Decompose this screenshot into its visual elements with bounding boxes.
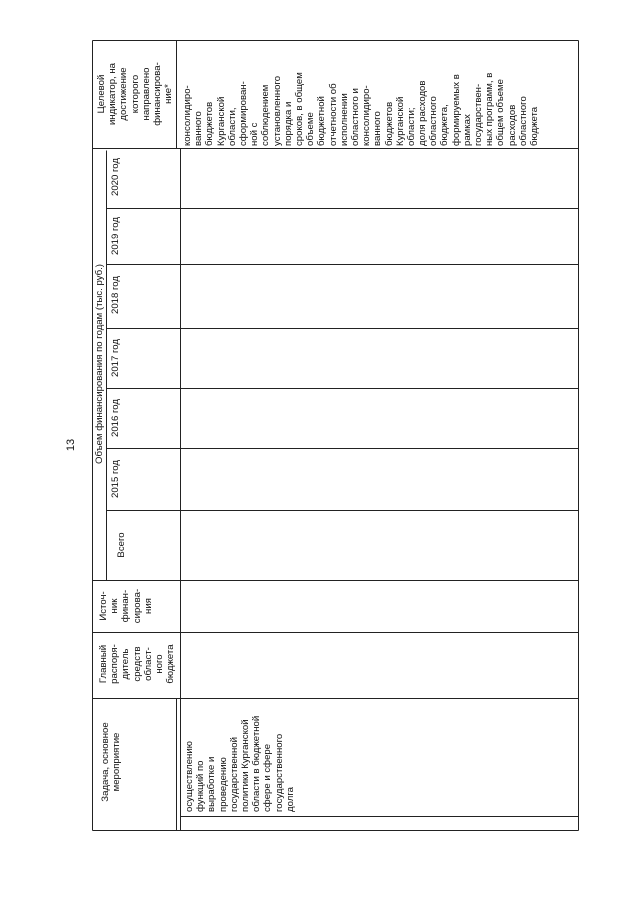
header-year-2016: 2016 год	[110, 398, 121, 438]
header-indicator-line: ние*	[163, 84, 175, 104]
header-task-line: мероприятие	[111, 732, 123, 792]
row-indicator-2-line: доля расходов	[417, 80, 429, 146]
row-indicator-2-line: формируемых в	[450, 74, 462, 146]
header-admin-line: дитель	[120, 648, 132, 680]
header-source	[98, 582, 154, 630]
header-indicator-line: достижение	[118, 67, 130, 121]
header-source-line: финан-	[120, 589, 132, 623]
row-indicator-1-line: консолидиро-	[182, 85, 193, 146]
row-indicator-1-line: ванного	[372, 111, 384, 146]
row-indicator-2-line: расходов	[506, 104, 518, 146]
row-task-line: государственного	[273, 733, 285, 812]
row-indicator-2-line: общем объеме	[495, 79, 507, 146]
row-indicator-1-line: исполнении	[338, 93, 350, 146]
header-year-2018: 2018 год	[110, 275, 121, 315]
row-indicator-2-line: бюджета,	[439, 104, 451, 146]
header-admin-line: распоря-	[109, 644, 121, 684]
row-task-line: области в бюджетной	[251, 715, 263, 812]
row-indicator-1-line: областного и	[350, 88, 362, 146]
page-number: 13	[65, 438, 77, 452]
header-total: Всего	[116, 532, 127, 558]
row-indicator-1-line: сроков, в общем	[294, 72, 306, 146]
header-admin-line: област-	[142, 647, 154, 681]
row-indicator-1-line: бюджетов	[204, 101, 216, 146]
header-year-2017: 2017 год	[110, 338, 121, 378]
row-indicator-1-line: сформирован-	[238, 81, 250, 146]
header-indicator-line: направлено	[140, 67, 152, 121]
header-admin-line: бюджета	[165, 644, 177, 684]
header-indicator-line: которого	[129, 74, 141, 114]
header-task	[100, 698, 122, 826]
row-indicator-1-line: отчетности об	[327, 83, 339, 146]
row-indicator-2-line: государствен-	[473, 83, 485, 146]
row-task-line: выработке и	[206, 756, 218, 812]
row-indicator-1-line: объеме	[305, 112, 317, 146]
row-indicator-1-line: ной с	[249, 122, 261, 146]
header-admin	[98, 634, 176, 694]
row-indicator-1-line: Курганской	[215, 96, 227, 146]
row-indicator-1-line: бюджетов	[383, 101, 395, 146]
row-indicator-2-line: рамках	[462, 114, 473, 146]
row-task-line: осуществлению	[184, 741, 195, 812]
row-indicator-1-line: области,	[226, 107, 238, 146]
row-indicator-2-line: бюджета	[529, 106, 541, 146]
row-indicator-2-line: областного	[428, 96, 440, 146]
header-source-line: ник	[109, 598, 121, 614]
row-indicator-2-line: областного	[518, 96, 530, 146]
row-indicator-2	[417, 42, 540, 146]
row-indicator-1-line: порядка и	[282, 101, 294, 146]
row-indicator-1-line: соблюдением	[260, 84, 272, 146]
header-source-line: сирова-	[131, 588, 143, 624]
row-indicator-1-line: консолидиро-	[361, 85, 373, 146]
header-source-line: ния	[142, 598, 154, 614]
row-indicator-1-line: Курганской	[394, 96, 406, 146]
row-indicator-1	[182, 42, 417, 146]
header-source-line: Источ-	[98, 591, 109, 621]
header-task-line: Задача, основное	[100, 722, 111, 802]
row-task-line: функций по	[195, 760, 207, 812]
row-indicator-1-line: бюджетной	[316, 96, 328, 146]
header-indicator-line: индикатор, на	[107, 62, 119, 126]
row-indicator-1-line: области;	[406, 107, 418, 146]
header-year-2020: 2020 год	[110, 157, 121, 197]
row-indicator-1-line: ванного	[193, 111, 205, 146]
header-indicator	[96, 42, 174, 146]
row-task-line: сфере и сфере	[262, 743, 274, 812]
header-year-2015: 2015 год	[110, 459, 121, 499]
row-task-line: долга	[284, 787, 296, 812]
header-admin-line: Главный	[98, 644, 109, 684]
header-year-2019: 2019 год	[110, 216, 121, 256]
row-indicator-2-line: ных программ, в	[484, 72, 496, 146]
row-task-line: проведению	[217, 757, 229, 812]
header-indicator-line: Целевой	[96, 74, 107, 114]
row-task-line: политики Курганской	[240, 719, 252, 812]
header-indicator-line: финансирова-	[152, 62, 164, 126]
header-admin-line: ного	[154, 654, 166, 674]
row-indicator-1-line: установленного	[271, 75, 283, 146]
header-financing: Объем финансирования по годам (тыс. руб.)	[94, 264, 105, 464]
row-task	[184, 688, 296, 812]
header-admin-line: средств	[131, 646, 143, 682]
row-task-line: государственной	[228, 737, 240, 812]
